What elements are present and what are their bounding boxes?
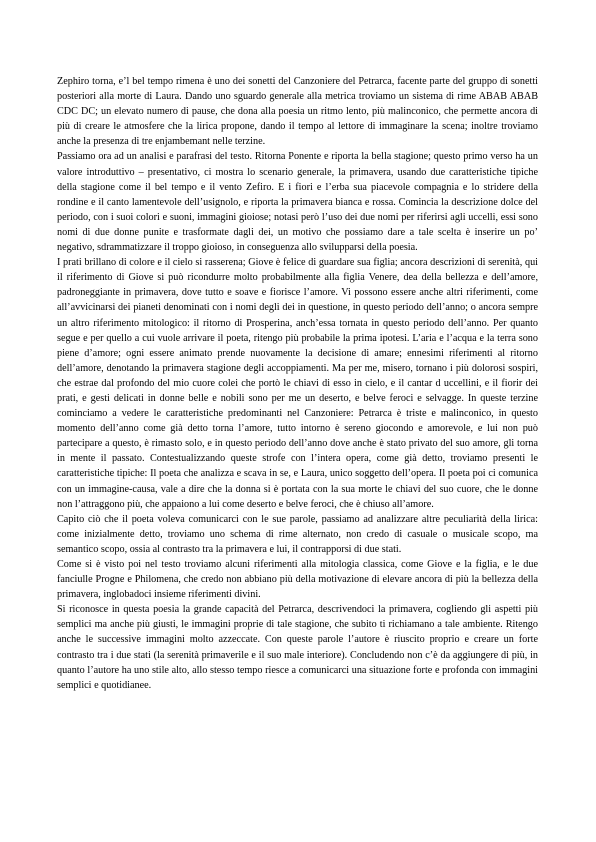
paragraph-analysis-second-quatrain: I prati brillano di colore e il cielo si rasserena; Giove è felice di guardare sua figlia; ancora descrizioni di serenità, qui il riferimento di Giove si può ricondurre molto probabilmente alla figlia Venere, dea della bellezza e dell’amore, padroneggiante in primavera, dove tutto e soave e fiorisce l’amore. Vi possono essere anche altri riferimenti, come all’avvicinarsi dei pianeti denominati con i nomi degli dei in questione, in questo periodo dell’anno; o ancora sempre un altro riferimento mitologico: il ritorno di Prosperina, anch’essa tornata in questo periodo dell’anno. Per quanto segue e per quello a cui vuole arrivare il poeta, ritengo più probabile la prima ipotesi. L’aria e l’acqua e la terra sono piene d’amore; ogni essere animato prende nuovamente la decisione di amare; ennesimi riferimenti al ritorno dell’amore, denotando la primavera stagione degli accoppiamenti. Ma per me, misero, tornano i più dolorosi sospiri, che estrae dal profondo del mio cuore colei che portò le chiavi di esso in cielo, e il cantar d uccellini, e il fiorir dei prati, e gesti delicati in donne belle e nobili sono per me un deserto, e belve feroci e selvagge. In queste terzine cominciamo a vedere le caratteristiche predominanti nel Canzoniere: Petrarca è triste e malinconico, in questo momento dell’anno come già detto torna l’amore, tutto intorno è sereno giocondo e amorevole, e lui non può partecipare a questo, è rimasto solo, e in questo periodo dell’anno dove anche è stato privato del suo amore, gli torna in mente il passato. Contestualizzando queste strofe con l’intera opera, come già detto, troviamo presenti le caratteristiche tipiche: Il poeta che analizza e scava in se, e Laura, unico soggetto dell’opera. Il poeta poi ci comunica con un immagine-causa, vale a dire che la donna si è portata con la sua morte le chiavi del suo cuore, che le donne non l’attraggono più, che appaiono a lui come deserto e belve feroci, che è chiuso all’amore. <box>57 257 538 510</box>
paragraph-conclusion: Si riconosce in questa poesia la grande capacità del Petrarca, descrivendoci la primavera, cogliendo gli aspetti più semplici ma anche più giusti, le immagini proprie di tale stagione, che subito ti richiamano a tale ambiente. Ritengo anche le successive immagini molto azzeccate. Con queste parole l’autore è riuscito proprio e creare un forte contrasto tra i due stati (la serenità primaverile e il suo male interiore). Concludendo non c’è da aggiungere di più, in quanto l’autore ha uno stile alto, allo stesso tempo riesce a comunicarci una situazione forte e profonda con immagini semplici e quotidianee. <box>57 604 538 691</box>
paragraph-intro: Zephiro torna, e’l bel tempo rimena è uno dei sonetti del Canzoniere del Petrarca, facente parte del gruppo di sonetti posteriori alla morte di Laura. Dando uno sguardo generale alla metrica troviamo un sistema di rime ABAB ABAB CDC DC; un elevato numero di pause, che dona alla poesia un ritmo lento, più malinconico, che permette ancora di più di creare le atmosfere che la lirica propone, dando il tempo al lettore di immaginare la scena; inoltre troviamo anche la presenza di tre enjambemant nelle terzine. <box>57 76 538 148</box>
paragraph-analysis-first-quatrain: Passiamo ora ad un analisi e parafrasi del testo. Ritorna Ponente e riporta la bella stagione; questo primo verso ha un valore introduttivo – presentativo, ci mostra lo scenario generale, la primavera, usando due caratteristiche tipiche della stagione come il bel tempo e il vento Zefiro. E i fiori e l’erba sua piacevole compagnia e lo stridere della rondine e il canto lamentevole dell’usignolo, e riporta la primavera bianca e rossa. Comincia la descrizione dolce del periodo, con i suoi colori e suoni, immagini gioiose; notasi però l’uso dei due nomi per riferirsi agli uccelli, essi sono nomi di due donne punite e trasformate dagli dei, un motivo che possiamo dare a tale scelta è inserire un po’ negativo, sdrammatizzare il troppo gioioso, in conseguenza allo svilupparsi della poesia. <box>57 151 538 254</box>
paragraph-mythology: Come si è visto poi nel testo troviamo alcuni riferimenti alla mitologia classica, come Giove e la figlia, e le due fanciulle Progne e Philomena, che credo non abbiano più della motivazione di elevare ancora di più la bellezza della primavera, inglobadoci insieme riferimenti divini. <box>57 559 538 601</box>
paragraph-rhyme-scheme: Capito ciò che il poeta voleva comunicarci con le sue parole, passiamo ad analizzare altre peculiarità della lirica: come inizialmente detto, troviamo uno schema di rime alternato, non credo di casuale o musicale scopo, ma semantico scopo, ossia al contrasto tra la primavera e lui, il contrapporsi di due stati. <box>57 513 538 555</box>
document-body <box>57 74 538 693</box>
